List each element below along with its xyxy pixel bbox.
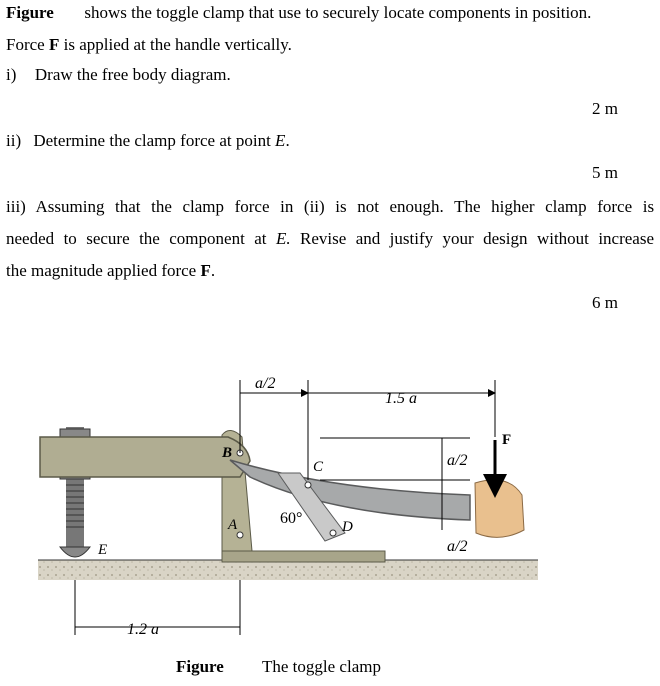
caption-figure — [176, 656, 224, 678]
q3-point: E. — [275, 229, 291, 248]
q3-force: F — [200, 261, 211, 280]
q3-word: force — [234, 197, 270, 216]
q3-word: your — [442, 229, 474, 248]
question-2-text: Determine the clamp force at point — [33, 131, 276, 150]
q3-suffix: . — [210, 261, 216, 280]
caption-figure-word: Figure — [176, 657, 224, 676]
intro-line-1 — [6, 2, 591, 24]
angle-label: 60° — [280, 510, 303, 527]
label-c: C — [313, 459, 324, 475]
q3-word: to — [63, 229, 77, 248]
clamp-arm — [40, 437, 250, 477]
caption-text: The toggle clamp — [262, 657, 381, 676]
q3-word: clamp — [182, 197, 225, 216]
q3-word: force — [597, 197, 633, 216]
pin-c — [305, 482, 311, 488]
dim-top-left: a/2 — [255, 375, 276, 392]
pin-a — [237, 532, 243, 538]
label-f: F — [502, 432, 512, 448]
force-suffix: is applied at the handle vertically. — [59, 35, 292, 54]
q3-word: without — [536, 229, 589, 248]
q3-word: and — [355, 229, 381, 248]
q3-word: component — [169, 229, 245, 248]
q3-word: increase — [598, 229, 655, 248]
intro-sentence: shows the toggle clamp that use to securely locate components in position. — [84, 3, 592, 22]
figure-word: Figure — [6, 3, 54, 22]
question-2-label: ii) — [6, 131, 22, 150]
dim-right-lower: a/2 — [447, 538, 468, 555]
force-prefix: Force — [6, 35, 49, 54]
q3-word: Assuming — [35, 197, 105, 216]
dim-bottom: 1.2 a — [127, 621, 159, 638]
question-2-suffix: . — [285, 131, 290, 150]
q3-word: in — [280, 197, 294, 216]
question-2-marks: 5 m — [592, 163, 618, 182]
question-1 — [6, 64, 231, 86]
question-2-point: E — [275, 131, 286, 150]
ground — [38, 560, 538, 580]
question-3-marks: 6 m — [592, 293, 618, 312]
q3-word: needed — [6, 229, 55, 248]
q3-line3-text: the magnitude applied force — [6, 261, 201, 280]
q3-word: that — [115, 197, 141, 216]
label-d: D — [342, 519, 353, 535]
q3-word: is — [642, 197, 655, 216]
dim-top-right: 1.5 a — [385, 390, 417, 407]
q3-word: (ii) — [303, 197, 325, 216]
question-3-label: iii) — [6, 197, 26, 216]
q3-word: at — [254, 229, 267, 248]
q3-word: Revise — [300, 229, 347, 248]
hand — [475, 480, 524, 537]
label-b: B — [222, 445, 233, 461]
clamp-handle — [230, 460, 470, 520]
q3-word: clamp — [545, 197, 587, 216]
force-symbol: F — [48, 35, 60, 54]
dim-right-upper: a/2 — [447, 452, 468, 469]
q3-word: higher — [491, 197, 535, 216]
clamp-pad — [60, 547, 90, 557]
q3-word: the — [139, 229, 160, 248]
q3-word: justify — [389, 229, 434, 248]
q3-word: The — [454, 197, 481, 216]
question-3-line-3 — [6, 260, 215, 282]
question-3-line-1 — [6, 196, 654, 218]
question-3-line-2 — [6, 228, 654, 250]
q3-word: enough. — [389, 197, 444, 216]
q3-word: not — [357, 197, 379, 216]
question-1-label: i) — [6, 65, 17, 84]
question-1-marks: 2 m — [592, 99, 618, 118]
question-1-text: Draw the free body diagram. — [34, 65, 231, 84]
label-e: E — [98, 542, 108, 558]
intro-line-2 — [6, 34, 292, 56]
q3-word: design — [483, 229, 528, 248]
toggle-clamp-figure — [30, 365, 560, 645]
base-plate — [222, 551, 385, 562]
q3-word: is — [335, 197, 347, 216]
label-a: A — [228, 517, 238, 533]
q3-word: the — [151, 197, 172, 216]
question-2 — [6, 130, 290, 152]
q3-word: secure — [86, 229, 130, 248]
pin-d — [330, 530, 336, 536]
